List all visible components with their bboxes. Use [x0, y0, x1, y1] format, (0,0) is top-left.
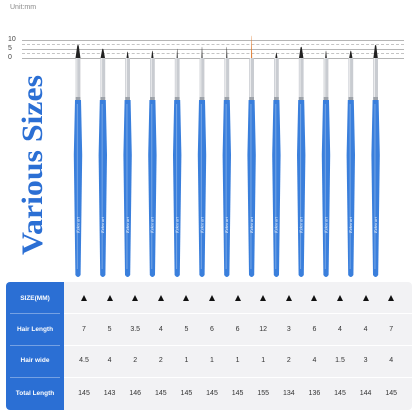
triangle-icon [183, 295, 189, 301]
brush-handle-highlight [250, 104, 251, 269]
brush-ferrule-ring [200, 97, 205, 100]
brush [371, 45, 379, 277]
brush-ferrule-ring [373, 97, 378, 100]
brush-ferrule-shine [225, 58, 226, 100]
brush-ferrule [200, 58, 205, 100]
brush-handle [223, 100, 231, 277]
triangle-icon [260, 295, 266, 301]
triangle-icon [363, 295, 369, 301]
triangle-icon [388, 295, 394, 301]
brush-ferrule-ring [348, 97, 353, 100]
brush-handle-highlight [176, 104, 177, 269]
triangle-icon [158, 295, 164, 301]
row-divider [64, 313, 412, 314]
brush-handle-highlight [126, 104, 127, 269]
brush-handle [74, 100, 82, 277]
brush-brand-label: Kekeo art [199, 217, 205, 233]
brush-brand-label: Kekeo art [323, 217, 329, 233]
triangle-icon [209, 295, 215, 301]
brush [198, 47, 206, 277]
hair-wide-cell: 2 [133, 356, 138, 364]
triangle-icon [311, 295, 317, 301]
brush [272, 52, 280, 277]
brush-ferrule-ring [76, 97, 81, 100]
total-length-cell: 145 [231, 389, 244, 397]
brush-handle [371, 100, 379, 277]
header-hair-wide: Hair wide [20, 356, 50, 364]
size-marker-cell [123, 284, 147, 312]
brush [347, 50, 355, 277]
brush-ferrule [348, 58, 353, 100]
brush-ferrule [175, 58, 180, 100]
triangle-icon [81, 295, 87, 301]
hair-length-cell: 4 [338, 325, 342, 333]
brush-handle-highlight [151, 104, 152, 269]
brush-bristles [226, 47, 227, 58]
brush-ferrule-shine [324, 58, 325, 100]
brush-handle [99, 100, 107, 277]
hair-length-cell: 4 [158, 325, 163, 333]
hair-length-cell: 3.5 [130, 325, 141, 333]
brush-bristles [325, 50, 327, 58]
brush-ferrule [274, 58, 279, 100]
brush-ferrule-shine [151, 58, 152, 100]
brush-ferrule-shine [126, 58, 127, 100]
size-marker-cell [379, 284, 403, 312]
brush-bristles [101, 49, 105, 58]
brush-ferrule-ring [324, 97, 329, 100]
side-title-text: Various Sizes [16, 85, 49, 256]
brush-bristles [275, 52, 277, 58]
brush-brand-label: Kekeo art [372, 217, 378, 233]
ruler-tick-10: 10 [8, 36, 16, 43]
total-length-cell: 145 [385, 389, 398, 397]
total-length-cell: 145 [154, 389, 167, 397]
brush-bristles [76, 45, 81, 58]
hair-length-cell: 7 [389, 325, 394, 333]
brush-brand-label: Kekeo art [100, 217, 106, 233]
brush-ferrule-shine [349, 58, 350, 100]
ruler-tick-0: 0 [8, 54, 12, 61]
brush-handle [148, 100, 156, 277]
header-total-length: Total Length [15, 389, 55, 397]
ruler-tick-5: 5 [8, 45, 12, 52]
brush [297, 47, 305, 277]
brush-ferrule-ring [175, 97, 180, 100]
brush-handle-highlight [300, 104, 301, 269]
size-marker-cell [72, 284, 96, 312]
hair-wide-cell: 1 [235, 356, 240, 364]
brush-handle [247, 100, 255, 277]
hair-length-cell: 6 [312, 325, 317, 333]
total-length-cell: 146 [129, 389, 142, 397]
brush-ferrule-ring [125, 97, 130, 100]
brush-brand-label: Kekeo art [174, 217, 180, 233]
total-length-cell: 143 [103, 389, 116, 397]
header-divider [10, 377, 60, 378]
row-divider [64, 377, 412, 378]
hair-wide-cell: 4 [389, 356, 394, 364]
size-marker-cell [226, 284, 250, 312]
brush [99, 49, 107, 277]
brush [74, 45, 82, 277]
brush-brand-label: Kekeo art [348, 217, 354, 233]
brush-ferrule-shine [176, 58, 177, 100]
brush-brand-label: Kekeo art [149, 217, 155, 233]
total-length-cell: 144 [359, 389, 372, 397]
hair-length-cell: 4 [363, 325, 368, 333]
brush [148, 50, 156, 277]
brush [223, 47, 231, 277]
hair-length-cell: 5 [184, 325, 189, 333]
brush-ferrule [224, 58, 229, 100]
brush [247, 35, 255, 277]
brush-ferrule [76, 58, 81, 100]
unit-label: Unit:mm [10, 4, 37, 11]
brush-brand-label: Kekeo art [75, 217, 81, 233]
hair-wide-cell: 2 [286, 356, 291, 364]
brush-handle [272, 100, 280, 277]
brush-brand-label: Kekeo art [273, 217, 279, 233]
brush-handle [198, 100, 206, 277]
table-header-column [6, 282, 64, 410]
spec-table [6, 282, 412, 410]
triangle-icon [107, 295, 113, 301]
brush-ferrule-shine [76, 58, 77, 100]
brush-ferrule-shine [200, 58, 201, 100]
total-length-cell: 134 [282, 389, 295, 397]
hair-length-cell: 3 [286, 325, 291, 333]
brush-bristles [201, 47, 202, 58]
brush-brand-label: Kekeo art [224, 217, 230, 233]
brush-handle-highlight [275, 104, 276, 269]
brush-bristles [251, 35, 252, 58]
brush-bristles [349, 50, 352, 58]
triangle-icon [286, 295, 292, 301]
brush-ferrule-ring [100, 97, 105, 100]
hair-wide-cell: 4 [312, 356, 317, 364]
brush [322, 50, 330, 277]
hair-length-cell: 6 [210, 325, 214, 333]
brush-ferrule-shine [250, 58, 251, 100]
brush-ferrule [373, 58, 378, 100]
brush-bristles [299, 47, 303, 58]
brush-handle [322, 100, 330, 277]
brush [123, 51, 131, 277]
total-length-cell: 145 [206, 389, 218, 397]
brush-bristles [177, 49, 178, 58]
brush-ferrule-ring [299, 97, 304, 100]
header-size: SIZE(MM) [20, 294, 50, 302]
brush-handle [347, 100, 355, 277]
brush-handle [123, 100, 131, 277]
hair-length-cell: 12 [259, 325, 268, 333]
total-length-cell: 136 [308, 389, 321, 397]
brush-ferrule-shine [101, 58, 102, 100]
brush-brand-label: Kekeo art [248, 217, 254, 233]
brush-brand-label: Kekeo art [124, 217, 130, 233]
size-marker-cell [98, 284, 122, 312]
brush [173, 49, 181, 277]
hair-wide-cell: 1 [184, 356, 189, 364]
total-length-cell: 145 [78, 389, 90, 397]
table-data-area [64, 282, 412, 410]
hair-wide-cell: 1 [210, 356, 214, 364]
total-length-cell: 145 [334, 389, 346, 397]
hair-wide-cell: 2 [158, 356, 163, 364]
triangle-icon [337, 295, 343, 301]
size-marker-cell [174, 284, 198, 312]
size-marker-cell [200, 284, 224, 312]
hair-length-cell: 6 [235, 325, 240, 333]
total-length-cell: 155 [257, 389, 270, 397]
brush-bristles [373, 45, 377, 58]
hair-wide-cell: 3 [363, 356, 368, 364]
brush-brand-label: Kekeo art [298, 217, 304, 233]
brush-handle [297, 100, 305, 277]
brush-ferrule-ring [150, 97, 155, 100]
brush-ferrule-shine [374, 58, 375, 100]
brush-ferrule [125, 58, 130, 100]
header-divider [10, 313, 60, 314]
triangle-icon [132, 295, 138, 301]
hair-wide-cell: 1.5 [335, 356, 345, 364]
brush-ferrule [249, 58, 254, 100]
size-marker-cell [251, 284, 275, 312]
brush-bristles [151, 50, 153, 58]
hair-length-cell: 7 [82, 325, 86, 333]
header-hair-length: Hair Length [16, 325, 54, 333]
brush-ferrule [299, 58, 304, 100]
hair-length-cell: 5 [107, 325, 112, 333]
brush-ferrule [150, 58, 155, 100]
total-length-cell: 145 [180, 389, 193, 397]
brush-handle [173, 100, 181, 277]
size-marker-cell [277, 284, 301, 312]
brush-handle-highlight [374, 104, 375, 269]
hair-wide-cell: 1 [261, 356, 266, 364]
triangle-icon [235, 295, 241, 301]
brush-ferrule-shine [275, 58, 276, 100]
hair-wide-cell: 4 [107, 356, 112, 364]
size-marker-cell [302, 284, 326, 312]
brush-ferrule [324, 58, 329, 100]
brush-ferrule-ring [274, 97, 279, 100]
brush-ferrule-ring [249, 97, 254, 100]
brush-ferrule-shine [300, 58, 301, 100]
size-marker-cell [354, 284, 378, 312]
brush-group [74, 35, 380, 277]
hair-wide-cell: 4.5 [79, 356, 89, 364]
brush-ferrule-ring [224, 97, 229, 100]
size-marker-cell [149, 284, 173, 312]
brush-ferrule [100, 58, 105, 100]
brush-bristles [127, 51, 129, 58]
size-marker-cell [328, 284, 352, 312]
